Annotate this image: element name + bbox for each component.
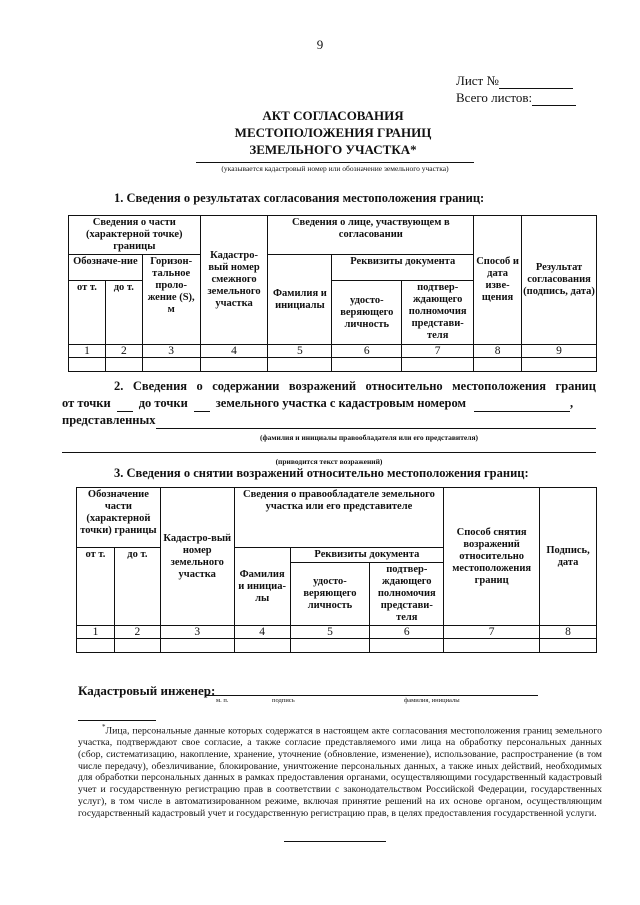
- s1-empty-cell[interactable]: [105, 358, 142, 372]
- s2-word: содержании: [212, 379, 280, 393]
- s2-word: местоположения: [452, 379, 546, 393]
- sheet-total-line: [456, 89, 576, 106]
- s3-col-number: 3: [160, 626, 234, 639]
- s1-col-number: 9: [522, 345, 597, 358]
- s3-empty-cell[interactable]: [540, 639, 597, 653]
- s3-header-name: Фамилия и инициа-лы: [234, 548, 290, 626]
- s2-word: границ: [555, 379, 596, 393]
- s3-header-docs: Реквизиты документа: [290, 548, 444, 563]
- sheet-total-label: Всего листов:: [456, 90, 533, 105]
- end-rule: [284, 841, 386, 842]
- s1-col-number: 7: [402, 345, 474, 358]
- s1-header-method: Способ и дата изве-щения: [474, 216, 522, 345]
- s3-header-method: Способ снятия возражений относительно местоположения границ: [444, 488, 540, 626]
- s1-empty-cell[interactable]: [268, 358, 332, 372]
- s3-header-id-doc: удосто-веряющего личность: [290, 563, 370, 626]
- s1-header-horizontal: Горизон-тальное проло-жение (S), м: [142, 255, 200, 345]
- s2-word: относительно: [365, 379, 443, 393]
- section3-table: [76, 487, 597, 653]
- s2-from-point: от точки: [62, 396, 111, 410]
- s3-col-number: 7: [444, 626, 540, 639]
- s1-empty-cell[interactable]: [402, 358, 474, 372]
- engineer-mp: м. п.: [216, 697, 229, 704]
- title-line-1: АКТ СОГЛАСОВАНИЯ: [262, 108, 404, 123]
- s2-parcel-text: земельного участка с кадастровым номером: [215, 396, 467, 410]
- cadastral-number-line[interactable]: [196, 162, 474, 163]
- s3-empty-cell[interactable]: [160, 639, 234, 653]
- page-number: 9: [316, 37, 324, 52]
- footnote: [78, 722, 602, 820]
- s3-col-number: 4: [234, 626, 290, 639]
- s1-empty-row[interactable]: [69, 358, 597, 372]
- s2-word: возражений: [288, 379, 357, 393]
- engineer-label: Кадастровый инженер:: [78, 683, 216, 698]
- s1-header-designation: Обозначе-ние: [69, 255, 143, 281]
- s2-from-point-field[interactable]: [117, 398, 133, 412]
- s1-empty-cell[interactable]: [522, 358, 597, 372]
- s3-header-sign: Подпись, дата: [540, 488, 597, 626]
- s3-empty-cell[interactable]: [77, 639, 115, 653]
- s3-header-cadastral: Кадастро-вый номер земельного участка: [160, 488, 234, 626]
- s1-header-docs: Реквизиты документа: [332, 255, 474, 281]
- sheet-label: Лист №: [456, 73, 499, 88]
- s3-col-number: 5: [290, 626, 370, 639]
- sheet-info: [456, 72, 576, 106]
- s1-empty-cell[interactable]: [200, 358, 268, 372]
- s1-header-authority-doc: подтвер-ждающего полномочия представи-теля: [402, 281, 474, 345]
- s3-header-to: до т.: [114, 548, 160, 626]
- s2-comma: ,: [570, 396, 574, 410]
- s2-to-point-field[interactable]: [194, 398, 210, 412]
- s1-empty-cell[interactable]: [332, 358, 402, 372]
- s3-empty-cell[interactable]: [370, 639, 444, 653]
- footnote-mark: *: [102, 723, 106, 731]
- s1-col-number: 3: [142, 345, 200, 358]
- document-title: [0, 107, 640, 158]
- section2-line3: [62, 412, 596, 429]
- s1-header-from: от т.: [69, 281, 106, 345]
- s3-col-number: 1: [77, 626, 115, 639]
- s3-header-from: от т.: [77, 548, 115, 626]
- s1-header-cadastral: Кадастро-вый номер смежного земельного участка: [200, 216, 268, 345]
- s1-col-number: 1: [69, 345, 106, 358]
- engineer-signature-caption: подпись: [272, 697, 295, 704]
- s3-col-number: 6: [370, 626, 444, 639]
- s2-note-text: (приводится текст возражений): [275, 457, 383, 466]
- s1-empty-cell[interactable]: [474, 358, 522, 372]
- s3-empty-row[interactable]: [77, 639, 597, 653]
- s1-col-number: 8: [474, 345, 522, 358]
- s1-header-part: Сведения о части (характерной точке) границы: [69, 216, 201, 255]
- cadastral-note: (указывается кадастровый номер или обозначение земельного участка): [221, 164, 449, 173]
- s2-word: 2.: [114, 379, 124, 393]
- s1-header-person: Сведения о лице, участвующем в согласовании: [268, 216, 474, 255]
- s1-empty-cell[interactable]: [142, 358, 200, 372]
- s3-header-owner: Сведения о правообладателе земельного участка или его представителе: [234, 488, 444, 548]
- s2-word: Сведения: [132, 379, 188, 393]
- sheet-total-field[interactable]: [532, 105, 576, 106]
- engineer-signature-line[interactable]: [206, 695, 538, 696]
- s1-header-to: до т.: [105, 281, 142, 345]
- s1-col-number: 5: [268, 345, 332, 358]
- footnote-text: Лица, персональные данные которых содержатся в настоящем акте согласования местоположения границ земельного участка, подтверждают свое согласие, а также согласие представляемого ими лица на обработку персональных данных (сбор, систематизацию, накопление, хранение, уточнение (обновление, изменение), использование, распространение (в том числе передачу), обезличивание, блокирование, уничтожение персональных данных, а также иных действий, необходимых для обработки персональных данных в рамках предоставления органами, осуществляющими государственный кадастровый учет и государственную регистрацию прав в соответствии с законодательством Российской Федерации, государственных услуг), в том числе в автоматизированном режиме, включая принятие решений на их основе органом, осуществляющим государственный кадастровый учет и государственную регистрацию прав, в целях предоставления государственной услуги.: [78, 725, 602, 819]
- s2-word: о: [196, 379, 203, 393]
- s1-header-id-doc: удосто-веряющего личность: [332, 281, 402, 345]
- sheet-number-line: [456, 72, 576, 89]
- footnote-separator: [78, 720, 156, 721]
- s2-cadastral-field[interactable]: [474, 398, 570, 412]
- s1-header-result: Результат согласования (подпись, дата): [522, 216, 597, 345]
- section2-line2: [62, 395, 596, 412]
- section2-line1: [62, 378, 596, 395]
- s3-col-number: 8: [540, 626, 597, 639]
- s3-empty-cell[interactable]: [290, 639, 370, 653]
- title-line-3: ЗЕМЕЛЬНОГО УЧАСТКА*: [249, 142, 417, 157]
- s1-col-number: 2: [105, 345, 142, 358]
- engineer-name-caption: фамилия, инициалы: [404, 697, 460, 704]
- s3-empty-cell[interactable]: [114, 639, 160, 653]
- s3-col-number: 2: [114, 626, 160, 639]
- s3-header-authority-doc: подтвер-ждающего полномочия представи-теля: [370, 563, 444, 626]
- s1-col-number: 4: [200, 345, 268, 358]
- s2-to-point: до точки: [138, 396, 188, 410]
- s3-empty-cell[interactable]: [234, 639, 290, 653]
- s2-note-name: (фамилия и инициалы правообладателя или его представителя): [259, 433, 479, 442]
- section2: [62, 378, 596, 470]
- section3-heading: 3. Сведения о снятии возражений относительно местоположения границ:: [114, 466, 529, 480]
- title-line-2: МЕСТОПОЛОЖЕНИЯ ГРАНИЦ: [234, 125, 432, 140]
- section1-table: [68, 215, 597, 372]
- s2-presented-by: представленных: [62, 413, 156, 427]
- s1-empty-cell[interactable]: [69, 358, 106, 372]
- s1-header-name: Фамилия и инициалы: [268, 255, 332, 345]
- s3-header-part: Обозначение части (характерной точки) границы: [77, 488, 161, 548]
- section1-heading: 1. Сведения о результатах согласования местоположения границ:: [114, 191, 485, 205]
- s2-presenter-field[interactable]: [156, 415, 596, 429]
- s3-empty-cell[interactable]: [444, 639, 540, 653]
- s1-col-number: 6: [332, 345, 402, 358]
